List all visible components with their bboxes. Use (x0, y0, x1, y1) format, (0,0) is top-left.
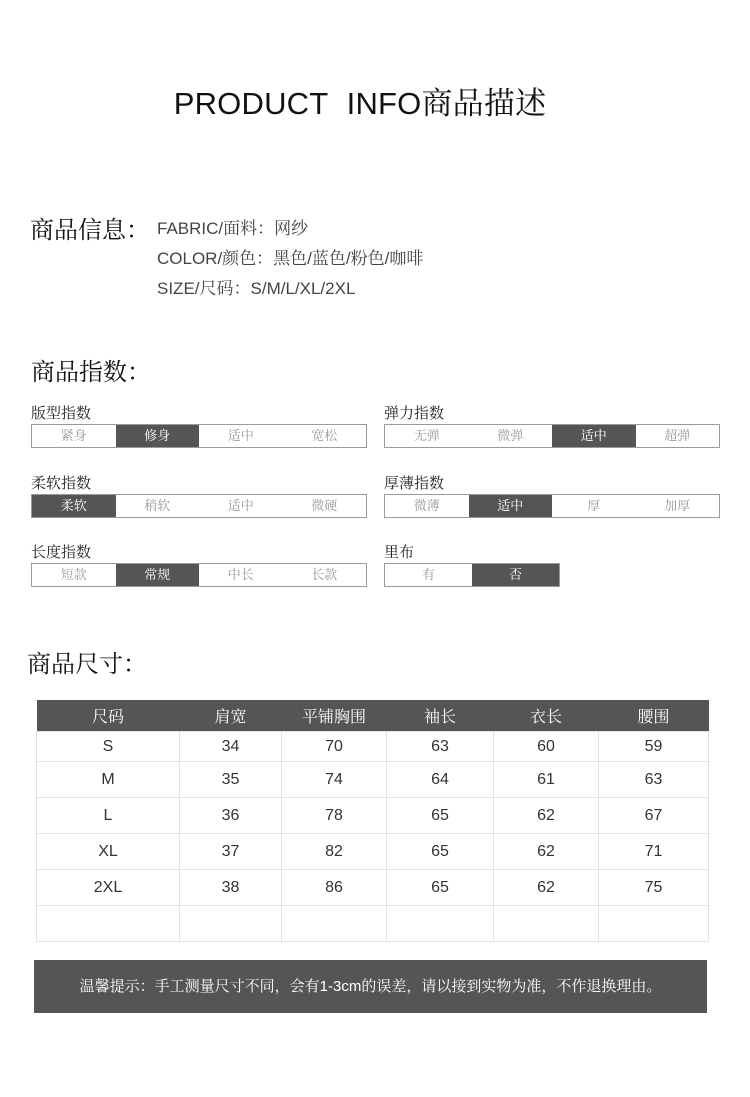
size-table-body (37, 732, 709, 942)
table-cell: 62 (494, 834, 599, 870)
table-cell: 34 (180, 732, 282, 762)
table-cell: 67 (599, 798, 709, 834)
index-option-selected: 柔软 (32, 495, 116, 517)
size-table (36, 700, 709, 942)
table-row (37, 906, 709, 942)
column-header: 腰围 (599, 700, 709, 732)
table-cell: 62 (494, 798, 599, 834)
thickness-index-bar (384, 494, 720, 518)
index-option-selected: 适中 (552, 425, 636, 447)
table-cell: 86 (282, 870, 387, 906)
column-header: 平铺胸围 (282, 700, 387, 732)
index-option: 微弹 (497, 428, 524, 443)
table-row (37, 762, 709, 798)
length-index-bar (31, 563, 367, 587)
table-cell: 35 (180, 762, 282, 798)
index-option: 厚 (587, 498, 601, 513)
table-cell (37, 906, 180, 942)
table-cell: 65 (387, 870, 494, 906)
table-cell (387, 906, 494, 942)
size-line: SIZE/尺码：S/M/L/XL/2XL (157, 279, 356, 298)
stretch-index-label: 弹力指数 (384, 405, 445, 422)
column-header: 肩宽 (180, 700, 282, 732)
table-cell: 36 (180, 798, 282, 834)
table-cell: 63 (387, 732, 494, 762)
table-cell: 82 (282, 834, 387, 870)
size-table-header-row (37, 700, 709, 732)
column-header: 衣长 (494, 700, 599, 732)
table-cell: 64 (387, 762, 494, 798)
index-option: 微薄 (413, 498, 440, 513)
softness-index-bar (31, 494, 367, 518)
length-index-label: 长度指数 (31, 544, 92, 561)
index-option: 超弹 (664, 428, 691, 443)
index-option-selected: 修身 (116, 425, 200, 447)
index-option-selected: 否 (472, 564, 559, 586)
fit-index-label: 版型指数 (31, 405, 92, 422)
table-row (37, 798, 709, 834)
product-index-heading: 商品指数： (31, 359, 151, 386)
table-cell: S (37, 732, 180, 762)
size-heading: 商品尺寸： (27, 651, 147, 678)
table-row (37, 870, 709, 906)
table-cell: 70 (282, 732, 387, 762)
table-cell: 38 (180, 870, 282, 906)
table-cell: 2XL (37, 870, 180, 906)
table-cell: M (37, 762, 180, 798)
table-cell: 65 (387, 798, 494, 834)
lining-label: 里布 (384, 544, 415, 561)
index-option: 加厚 (664, 498, 691, 513)
index-option: 中长 (227, 567, 254, 582)
table-cell: L (37, 798, 180, 834)
table-cell: 37 (180, 834, 282, 870)
page-title (0, 78, 720, 123)
table-cell: 63 (599, 762, 709, 798)
index-option: 长款 (311, 567, 338, 582)
lining-bar (384, 563, 560, 587)
index-option: 有 (421, 567, 435, 582)
table-cell: 65 (387, 834, 494, 870)
product-info-heading: 商品信息： (30, 217, 150, 244)
stretch-index-bar (384, 424, 720, 448)
index-option: 稍软 (144, 498, 171, 513)
table-cell (180, 906, 282, 942)
thickness-index-label: 厚薄指数 (384, 475, 445, 492)
fabric-line: FABRIC/面料：网纱 (157, 219, 309, 238)
table-cell: 75 (599, 870, 709, 906)
measurement-notice: 温馨提示：手工测量尺寸不同，会有1-3cm的误差，请以接到实物为准，不作退换理由。 (34, 960, 707, 1013)
table-cell: XL (37, 834, 180, 870)
fit-index-bar (31, 424, 367, 448)
table-cell (282, 906, 387, 942)
index-option: 宽松 (311, 428, 338, 443)
index-option: 紧身 (60, 428, 87, 443)
table-cell: 60 (494, 732, 599, 762)
table-row (37, 732, 709, 762)
softness-index-label: 柔软指数 (31, 475, 92, 492)
table-cell: 74 (282, 762, 387, 798)
index-option: 无弹 (413, 428, 440, 443)
table-cell: 78 (282, 798, 387, 834)
table-cell: 71 (599, 834, 709, 870)
column-header: 尺码 (37, 700, 180, 732)
table-cell (599, 906, 709, 942)
index-option: 适中 (227, 498, 254, 513)
index-option-selected: 常规 (116, 564, 200, 586)
title-cn: 商品描述 (421, 86, 547, 121)
index-option: 微硬 (311, 498, 338, 513)
index-option-selected: 适中 (469, 495, 553, 517)
table-cell (494, 906, 599, 942)
table-cell: 61 (494, 762, 599, 798)
index-option: 短款 (60, 567, 87, 582)
table-row (37, 834, 709, 870)
index-option: 适中 (227, 428, 254, 443)
table-cell: 62 (494, 870, 599, 906)
table-cell: 59 (599, 732, 709, 762)
title-en: PRODUCT INFO (173, 86, 422, 121)
color-line: COLOR/颜色：黑色/蓝色/粉色/咖啡 (157, 249, 424, 268)
column-header: 袖长 (387, 700, 494, 732)
